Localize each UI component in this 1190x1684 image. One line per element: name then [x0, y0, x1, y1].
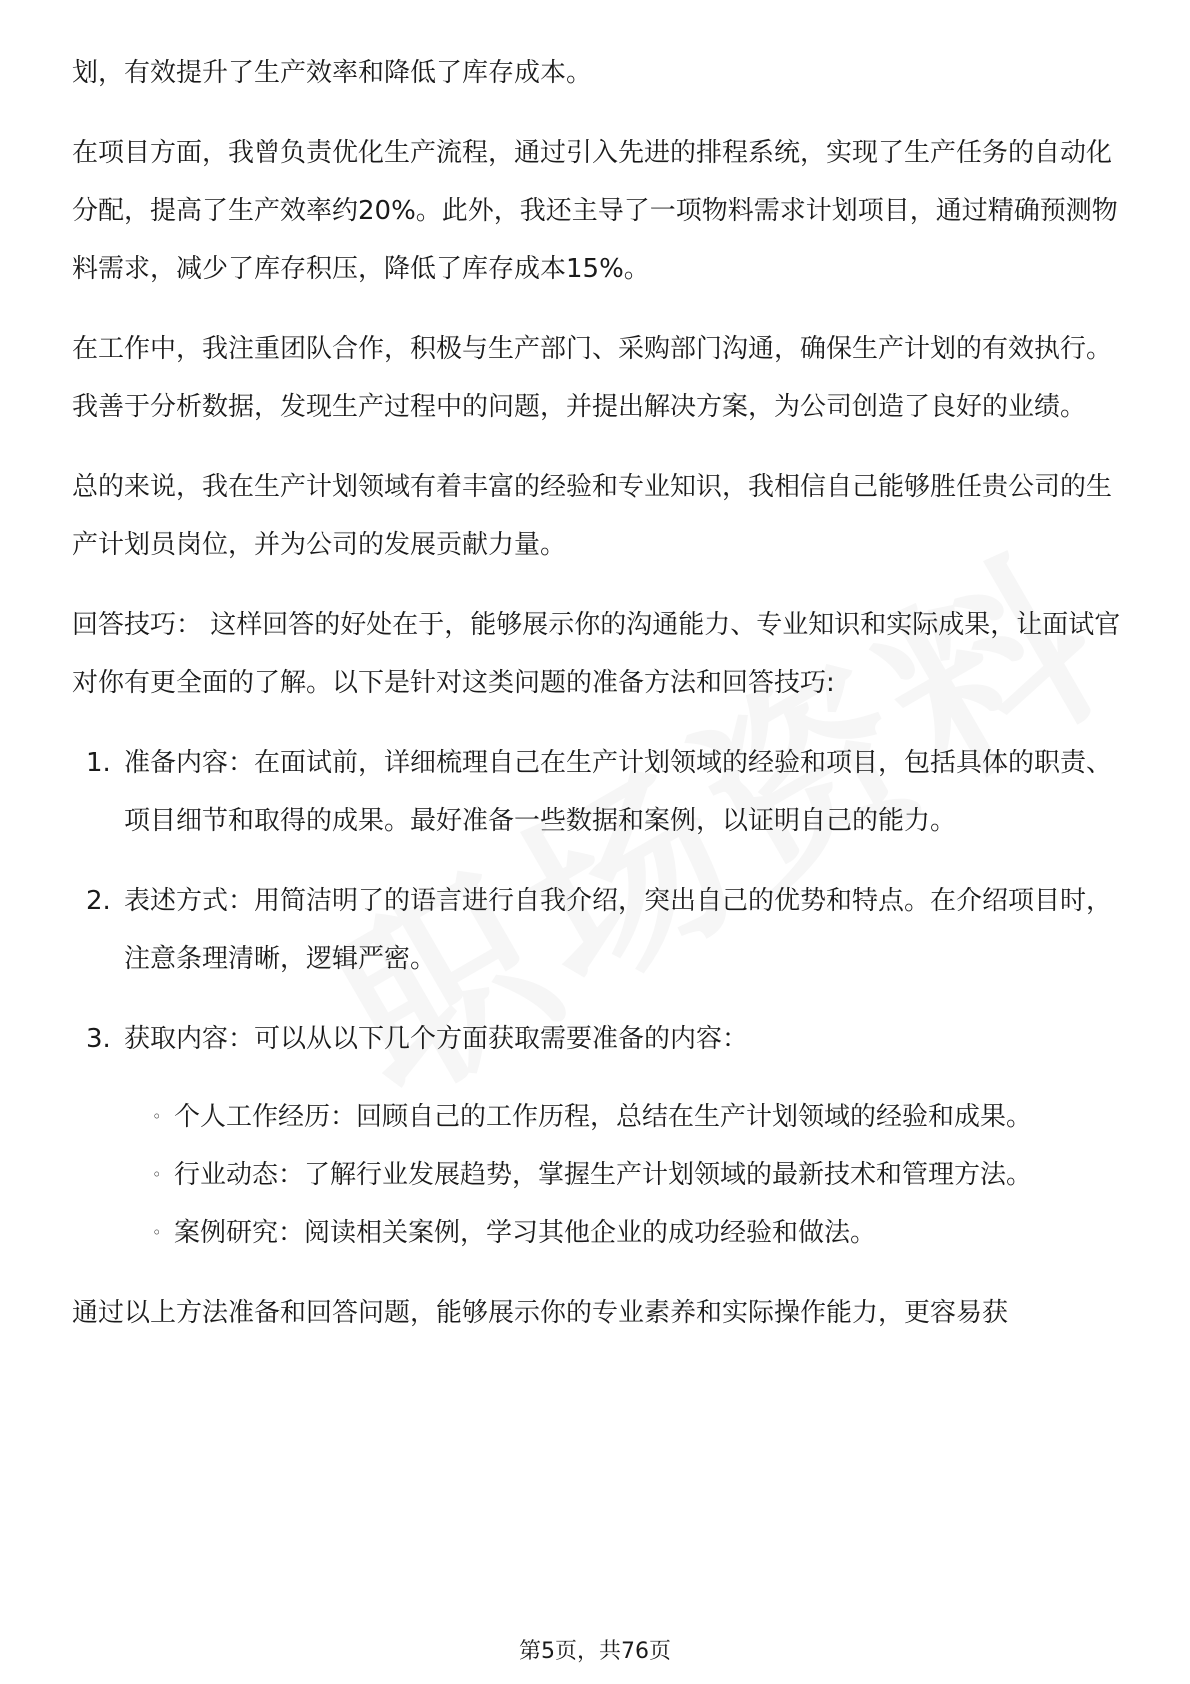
- bullet-item-text: 个人工作经历：回顾自己的工作历程，总结在生产计划领域的经验和成果。: [174, 1102, 1033, 1132]
- bullet-icon: ◦: [152, 1107, 162, 1126]
- paragraph-1: 划，有效提升了生产效率和降低了库存成本。: [72, 58, 593, 88]
- paragraph-tips: 回答技巧： 这样回答的好处在于，能够展示你的沟通能力、专业知识和实际成果，让面试官对你有更全面的了解。以下是针对这类问题的准备方法和回答技巧:: [72, 610, 1121, 698]
- list-number: 2.: [86, 886, 111, 916]
- list-item: [72, 872, 1122, 988]
- list-item: [72, 1010, 1122, 1262]
- list-item-text: 准备内容：在面试前，详细梳理自己在生产计划领域的经验和项目，包括具体的职责、项目细节和取得的成果。最好准备一些数据和案例，以证明自己的能力。: [124, 748, 1113, 836]
- paragraph-4: 总的来说，我在生产计划领域有着丰富的经验和专业知识，我相信自己能够胜任贵公司的生产计划员岗位，并为公司的发展贡献力量。: [72, 472, 1113, 560]
- list-item-text: 获取内容：可以从以下几个方面获取需要准备的内容：: [124, 1024, 749, 1054]
- list-item-text: 表述方式：用简洁明了的语言进行自我介绍，突出自己的优势和特点。在介绍项目时，注意条理清晰，逻辑严密。: [124, 886, 1113, 974]
- bullet-item: [124, 1088, 1122, 1146]
- bullet-icon: ◦: [152, 1223, 162, 1242]
- closing-paragraph: 通过以上方法准备和回答问题，能够展示你的专业素养和实际操作能力，更容易获: [72, 1298, 1009, 1328]
- bullet-item: [124, 1146, 1122, 1204]
- paragraph-2: 在项目方面，我曾负责优化生产流程，通过引入先进的排程系统，实现了生产任务的自动化分配，提高了生产效率约20%。此外，我还主导了一项物料需求计划项目，通过精确预测物料需求，减少了库存积压，降低了库存成本15%。: [72, 138, 1118, 284]
- bullet-item-text: 行业动态：了解行业发展趋势，掌握生产计划领域的最新技术和管理方法。: [174, 1160, 1033, 1190]
- numbered-list: [72, 734, 1122, 1262]
- document-page: [72, 44, 1122, 1342]
- bullet-item-text: 案例研究：阅读相关案例，学习其他企业的成功经验和做法。: [174, 1218, 877, 1248]
- list-item: [72, 734, 1122, 850]
- bullet-list: [124, 1088, 1122, 1262]
- list-number: 1.: [86, 748, 111, 778]
- list-number: 3.: [86, 1024, 111, 1054]
- paragraph-3: 在工作中，我注重团队合作，积极与生产部门、采购部门沟通，确保生产计划的有效执行。我善于分析数据，发现生产过程中的问题，并提出解决方案，为公司创造了良好的业绩。: [72, 334, 1113, 422]
- bullet-item: [124, 1204, 1122, 1262]
- bullet-icon: ◦: [152, 1165, 162, 1184]
- page-footer: 第5页，共76页: [519, 1639, 671, 1664]
